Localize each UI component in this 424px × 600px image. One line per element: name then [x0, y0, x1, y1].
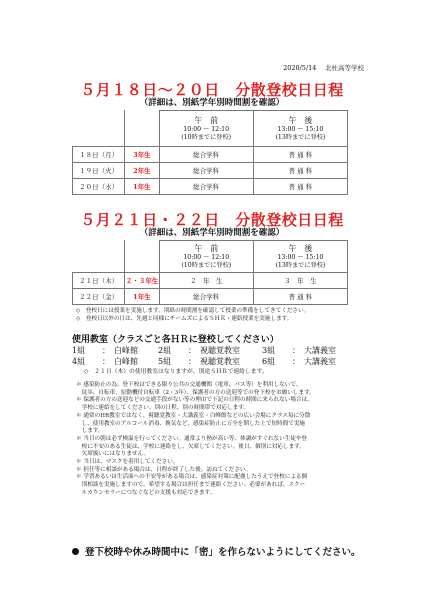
- list-item: ＊ 当日は、マスクを着用してください。: [76, 459, 179, 466]
- am-cell: ２ 年 生: [159, 273, 253, 289]
- list-item: ＊ 保護者の方の送迎などの交通手段がない等の理由で下記の日程の時間に来られない場合は、: [76, 397, 313, 404]
- section2-subtitle: （詳細は、別紙学年別時間割を確認）: [139, 228, 285, 238]
- date-cell: ２１日（木）: [73, 273, 125, 289]
- final-notice-text: 登下校時や休み時間中に「密」を作らないようにしてください。: [85, 547, 361, 558]
- table-header-row: [73, 111, 348, 147]
- list-item: し、使用教室のアルコール消毒、換気など、感染症防止に万全を期した上で短時間で実施: [76, 420, 306, 427]
- document-date: 2020/5/14: [283, 64, 317, 72]
- pm-cell: 普 通 科: [253, 179, 347, 195]
- table-row: [73, 163, 348, 179]
- am-cell: 総合学科: [159, 163, 253, 179]
- date-cell: ２２日（金）: [73, 289, 125, 305]
- am-cell: 総合学科: [159, 179, 253, 195]
- list-item: ＊ 担任等に相談がある場合は、日程が終了した後、訪ねてください。: [76, 466, 252, 473]
- section1-title: ５月１８日～２０日 分散登校日日程: [80, 81, 344, 99]
- schedule-table-1: [72, 110, 348, 195]
- list-item: 徒歩、自転車、原動機付自転車（2・3年）、保護者の方の送迎等での登下校をお願いします。: [76, 389, 315, 396]
- table-row: [73, 147, 348, 163]
- section1-subtitle: （詳細は、別紙学年別時間割を確認）: [139, 98, 285, 108]
- am-cell: 総合学科: [159, 289, 253, 305]
- pm-cell: ３ 年 生: [253, 273, 347, 289]
- grade-cell: 3年生: [125, 147, 159, 163]
- list-item: 別相談を実施しますので、希望する場合は担任まで連絡ください。必要があれば、スクー: [76, 482, 306, 489]
- guidance-list: [76, 382, 366, 498]
- list-item: ＊ 学習あるいは生活面への不安等がある場合は、感染症対策に配慮したうえで登校による個: [76, 474, 308, 481]
- table-row: [73, 289, 348, 305]
- section2-title: ５月２１日・２２日 分散登校日日程: [80, 211, 344, 229]
- date-cell: １９日（火）: [73, 163, 125, 179]
- pm-cell: 普 通 科: [253, 163, 347, 179]
- date-cell: ２０日（水）: [73, 179, 125, 195]
- pm-cell: 普 通 科: [253, 289, 347, 305]
- table-row: [73, 179, 348, 195]
- list-item: 欠席扱いにはなりません。: [76, 451, 150, 458]
- table-header-row: [73, 241, 348, 273]
- pm-cell: 普 通 科: [253, 147, 347, 163]
- list-item: 校に不安のある生徒は、学校に連絡をし、欠席してください。後日、個別に対応します。: [76, 443, 305, 450]
- table-row: [73, 273, 348, 289]
- pm-header: 午 後 13:00 ～ 15:10 (13時までに登校): [253, 241, 347, 273]
- list-item: ルカウンセラーにつなぐなどの支援も対応できます。: [76, 489, 216, 496]
- schedule-table-2: [72, 240, 348, 305]
- schedule-notes: [76, 307, 376, 323]
- list-item: ＊ 通常のHR教室ではなく、視聴覚教室・大講義室・白峰館などの広い会場にクラス毎に分散: [76, 412, 311, 419]
- list-item: 学校に連絡をしてください。別の日程、別の時間帯で対応します。: [76, 405, 249, 412]
- rooms-heading: 使用教室（クラスごと各ＨＲに登校してください）: [72, 335, 279, 345]
- am-header: 午 前 10:00 ～ 12:10 (10時までに登校): [159, 111, 253, 147]
- bullet-dot-icon: [72, 548, 79, 555]
- rooms-row: 1組 ： 白峰館 2組 ： 視聴覚教室 3組 ： 大講義室: [72, 346, 336, 355]
- list-item: します。: [76, 428, 104, 435]
- rooms-row: 4組 ： 白峰館 5組 ： 視聴覚教室 6組 ： 大講義室: [72, 357, 336, 366]
- list-item: ＊ 当日の朝は必ず検温を行ってください。通常より熱が高い等、体調がすぐれない生徒や登: [76, 435, 308, 442]
- grade-cell: 1年生: [125, 289, 159, 305]
- note-line: ◇ 登校日には授業を実施します。別紙の時間割を確認して授業の準備をしてきてください。: [76, 308, 310, 314]
- date-cell: １８日（月）: [73, 147, 125, 163]
- rooms-list: [72, 345, 372, 378]
- rooms-note: ◇ ２１日（木）の使用教室はなりますが、別途ＳＨＲで連絡します。: [84, 369, 268, 375]
- grade-cell: 2年生: [125, 163, 159, 179]
- header-line: [283, 63, 364, 72]
- grade-cell: 1年生: [125, 179, 159, 195]
- grade-cell: ２・３年生: [125, 273, 159, 289]
- am-header: 午 前 10:00 ～ 12:10 (10時までに登校): [159, 241, 253, 273]
- am-cell: 総合学科: [159, 147, 253, 163]
- final-notice: [72, 544, 361, 558]
- pm-header: 午 後 13:00 ～ 15:10 (13時までに登校): [253, 111, 347, 147]
- note-line: ◇ 登校日以外の日は、先週と同様にチームズによるＳＨＲ・連絡授業を実施します。: [76, 316, 293, 322]
- list-item: ＊ 感染防止の為、登下校はできる限り公共の交通機関（電車、バス等）を利用しないで、: [76, 382, 302, 388]
- school-name: 北杜高等学校: [325, 64, 364, 72]
